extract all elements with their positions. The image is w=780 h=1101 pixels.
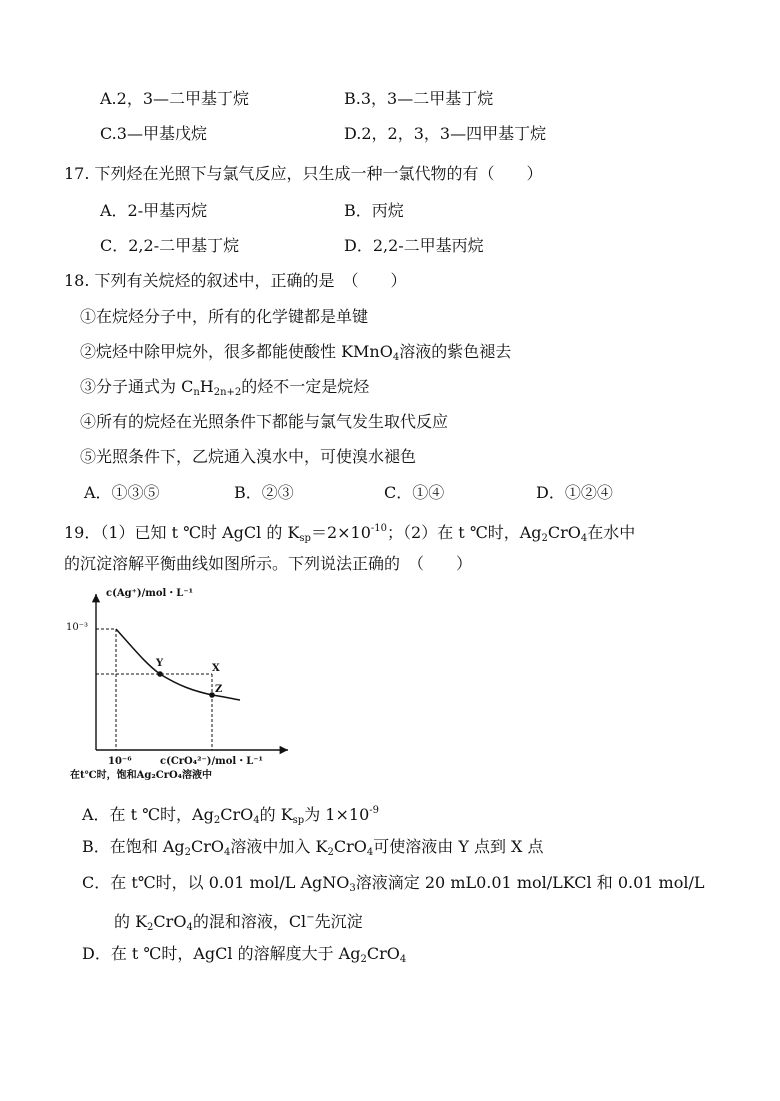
point-z-label: Z [215,684,223,695]
q19-option-d: D．在 t ℃时，AgCl 的溶解度大于 $Ag_2CrO_4$ [82,944,407,965]
chart-caption: 在t℃时，饱和Ag₂CrO₄溶液中 [70,770,213,781]
q16-option-b: B.3，3—二甲基丁烷 [344,89,494,108]
q17-option-c: C．2,2-二甲基丁烷 [100,236,240,255]
y-axis-label: c(Ag⁺)/mol・L⁻¹ [106,588,193,599]
point-y-label: Y [156,658,164,669]
q18-option-d: D．①②④ [536,483,613,502]
point-z [209,692,215,698]
point-x-label: X [212,663,220,674]
q18-item-4: ④所有的烷烃在光照条件下都能与氯气发生取代反应 [80,412,449,431]
x-axis-label: c(CrO₄²⁻)/mol・L⁻¹ [160,756,263,767]
q18-item-5: ⑤光照条件下，乙烷通入溴水中，可使溴水褪色 [80,447,417,466]
q17-stem: 17. 下列烃在光照下与氯气反应，只生成一种一氯代物的有（ ） [64,164,543,183]
q17-option-a: A．2-甲基丙烷 [100,201,208,220]
q18-option-b: B．②③ [234,483,294,502]
q19-option-c-line-2: 的 $K_2CrO_4$的混和溶液，Cl−先沉淀 [114,912,363,933]
q17-option-b: B．丙烷 [344,201,404,220]
q19-option-a: A．在 t ℃时，$Ag_2CrO_4$的 $K_{sp}$为 $1\times 10^{-9}$ [82,805,380,826]
q16-option-a: A.2，3—二甲基丁烷 [100,89,250,108]
q17-option-d: D．2,2-二甲基丙烷 [344,236,484,255]
q16-option-d: D.2，2，3，3—四甲基丁烷 [344,124,547,143]
q19-stem-line-2: 的沉淀溶解平衡曲线如图所示。下列说法正确的 （ ） [64,554,473,573]
q16-option-c: C.3—甲基戊烷 [100,124,207,143]
point-y [157,671,163,677]
y-tick-label: 10⁻³ [66,622,89,633]
solubility-curve-chart [64,584,294,784]
q19-option-c-line-1: C．在 t℃时，以 0.01 mol/L AgNO$_3$溶液滴定 20 mL0.01 mol/LKCl 和 0.01 mol/L [82,873,705,894]
q18-option-c: C．①④ [384,483,445,502]
q18-option-a: A．①③⑤ [84,483,160,502]
x-tick-label: 10⁻⁶ [108,756,132,767]
q18-item-1: ①在烷烃分子中，所有的化学键都是单键 [80,307,369,326]
q18-item-3: ③分子通式为 $C_nH_{2n+2}$的烃不一定是烷烃 [80,377,370,398]
q18-stem: 18. 下列有关烷烃的叙述中，正确的是 （ ） [64,271,407,290]
q18-item-2: ②烷烃中除甲烷外，很多都能使酸性 KMnO$_4$溶液的紫色褪去 [80,342,512,363]
q19-stem-line-1: 19．（1）已知 t ℃时 AgCl 的 $K_{sp}=2\times 10^{-10}$；（2）在 t ℃时，$Ag_2CrO_4$在水中 [64,523,636,544]
q19-option-b: B．在饱和 $Ag_2CrO_4$溶液中加入 $K_2CrO_4$可使溶液由 Y 点到 X 点 [82,837,544,858]
